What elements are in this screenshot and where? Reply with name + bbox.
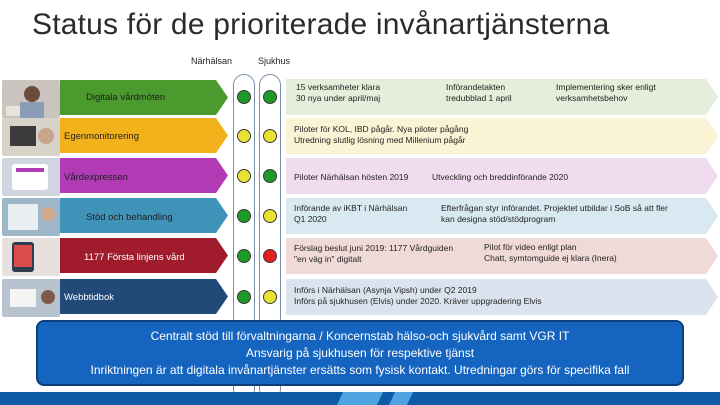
status-light-narhalsan-egenmonitorering [237,129,251,143]
row-label-webbtidbok: Webbtidbok [64,292,114,303]
status-text: Efterfrågan styr införandet. Projektet utbildar i SoB så att fler kan designa stöd/stödprogram [441,203,668,224]
status-light-narhalsan-webbtidbok [237,290,251,304]
status-light-sjukhus-egenmonitorering [263,129,277,143]
column-header-sjukhus: Sjukhus [258,56,291,66]
row-label-stod: Stöd och behandling [86,212,173,223]
status-text: 15 verksamheter klara 30 nya under april/maj [296,82,381,103]
column-header-narhalsan: Närhälsan [191,56,233,66]
row-photo-egenmonitorering [2,118,60,156]
row-label-digitala: Digitala vårdmöten [86,92,166,103]
row-photo-vardexpressen [2,158,60,196]
status-text: Piloter Närhälsan hösten 2019 [294,172,409,182]
status-light-sjukhus-1177 [263,249,277,263]
status-light-sjukhus-stod [263,209,277,223]
status-light-narhalsan-stod [237,209,251,223]
status-light-sjukhus-webbtidbok [263,290,277,304]
row-photo-digitala [2,80,60,118]
status-text: Piloter för KOL, IBD pågår. Nya piloter pågång Utredning slutlig lösning med Millenium pågår [294,124,469,145]
banner-line: Ansvarig på sjukhusen för respektive tjänst [245,346,475,360]
row-photo-stod [2,198,60,236]
status-text: Implementering sker enligt verksamhetsbehov [556,82,656,103]
banner-line: Inriktningen är att digitala invånartjänster ersätts som fysisk kontakt. Utredningar görs för specifika fall [90,363,630,377]
status-light-narhalsan-digitala [237,90,251,104]
status-text: Införande av iKBT i Närhälsan Q1 2020 [294,203,408,224]
status-light-sjukhus-vardexpressen [263,169,277,183]
row-label-egenmonitorering: Egenmonitorering [64,131,139,142]
page-title: Status för de prioriterade invånartjänsterna [32,8,610,41]
status-text: Utveckling och breddinförande 2020 [432,172,569,182]
row-photo-webbtidbok [2,279,60,317]
row-label-1177: 1177 Första linjens vård [84,252,185,263]
footer-stripe [337,392,383,405]
status-light-narhalsan-1177 [237,249,251,263]
banner-line: Centralt stöd till förvaltningarna / Koncernstab hälso-och sjukvård samt VGR IT [150,329,570,343]
row-label-vardexpressen: Vårdexpressen [64,172,128,183]
status-text: Pilot för video enligt plan Chatt, symtomguide ej klara (Inera) [484,242,617,263]
status-text: Införs i Närhälsan (Asynja Vipsh) under Q2 2019 Införs på sjukhusen (Elvis) under 2020. Kräver uppgradering Elvis [294,285,542,306]
status-text: Förslag beslut juni 2019: 1177 Vårdguiden "en väg in" digitalt [294,243,454,264]
status-light-narhalsan-vardexpressen [237,169,251,183]
summary-banner [36,320,684,386]
status-light-sjukhus-digitala [263,90,277,104]
status-text: Införandetakten tredubblad 1 april [446,82,512,103]
row-photo-1177 [2,238,60,276]
